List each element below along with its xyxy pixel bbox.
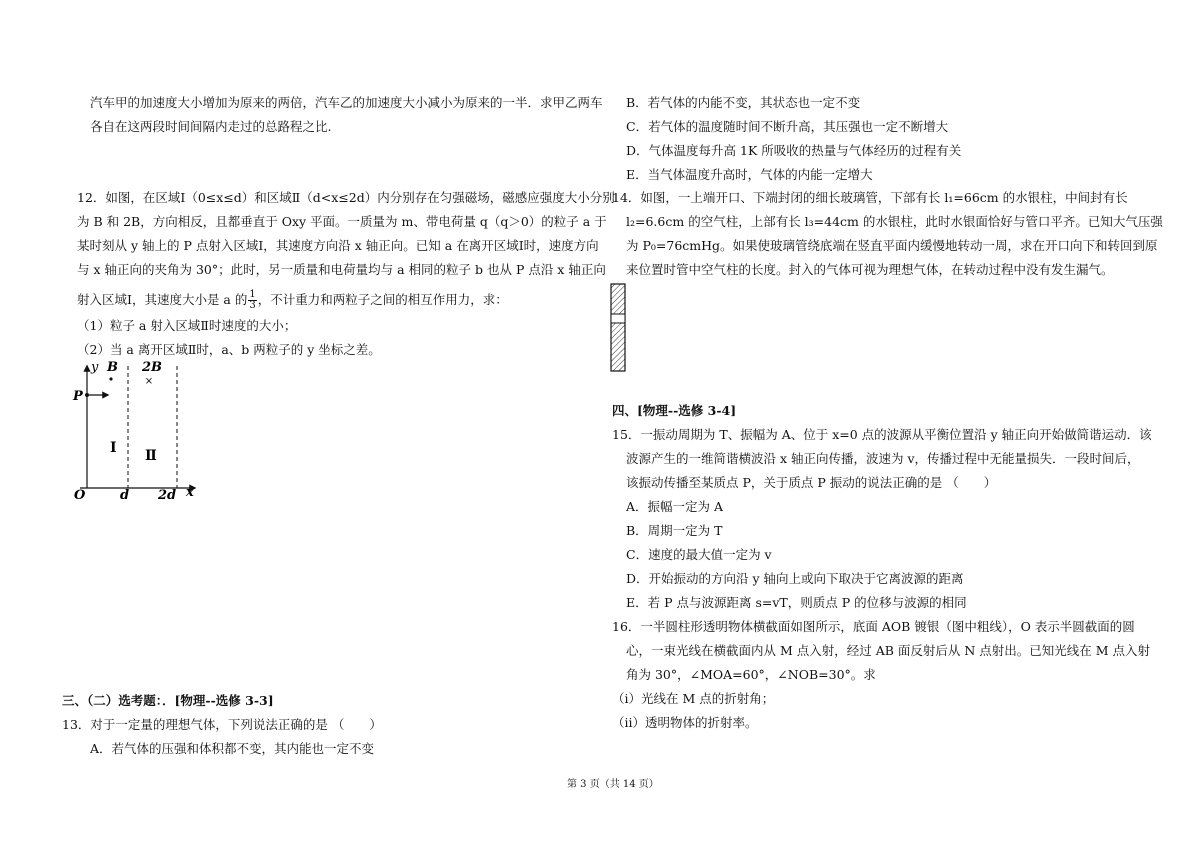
label-x: x [186, 485, 194, 500]
q15-option-c: C．速度的最大值一定为 v [626, 547, 772, 562]
q12-sub-1: （1）粒子 a 射入区域Ⅱ时速度的大小； [77, 318, 297, 333]
q15-line-3: 该振动传播至某质点 P，关于质点 P 振动的说法正确的是 （ ） [626, 475, 997, 490]
q15-line-2: 波源产生的一维简谐横波沿 x 轴正向传播，波速为 v，传播过程中无能量损失．一段时间后， [626, 451, 1140, 466]
fraction-denominator: 3 [249, 300, 256, 311]
q13-option-b: B．若气体的内能不变，其状态也一定不变 [626, 95, 861, 110]
q14-line-3: 为 P₀=76cmHg。如果使玻璃管绕底端在竖直平面内缓慢地转动一周，求在开口向下和转回到原 [626, 238, 1158, 253]
label-2d: 2d [158, 488, 177, 503]
q15-option-b: B．周期一定为 T [626, 523, 723, 538]
glass-tube-figure [610, 283, 628, 373]
q14-line-4: 来位置时管中空气柱的长度。封入的气体可视为理想气体，在转动过程中没有发生漏气。 [626, 262, 1114, 277]
q12-line-3: 某时刻从 y 轴上的 P 点射入区域Ⅰ，其速度方向沿 x 轴正向。已知 a 在离开区域Ⅰ时，速度方向 [77, 238, 599, 253]
label-d: d [120, 488, 130, 503]
lower-mercury-column [611, 323, 625, 371]
q12-line-4: 与 x 轴正向的夹角为 30°；此时，另一质量和电荷量均与 a 相同的粒子 b 也从 P 点沿 x 轴正向 [77, 262, 606, 277]
q11-continuation-line-2: 各自在这两段时间间隔内走过的总路程之比. [90, 119, 332, 134]
q16-sub-2: （ii）透明物体的折射率。 [612, 715, 758, 730]
label-b: B [107, 360, 118, 375]
section-3-heading: 三、（二）选考题：．[物理--选修 3-3] [62, 693, 274, 708]
magnetic-field-figure [70, 360, 210, 505]
air-column [611, 314, 625, 323]
page-footer: 第 3 页（共 14 页） [567, 779, 659, 790]
q11-continuation-line-1: 汽车甲的加速度大小增加为原来的两倍，汽车乙的加速度大小减小为原来的一半．求甲乙两车 [90, 95, 603, 110]
q12-line-5-b: ，不计重力和两粒子之间的相互作用力，求： [257, 292, 508, 307]
label-y: y [91, 360, 99, 375]
q16-line-2: 心，一束光线在横截面内从 M 点入射，经过 AB 面反射后从 N 点射出。已知光线在 M 点入射 [626, 643, 1151, 658]
label-2b: 2B [142, 360, 163, 375]
q15-option-e: E．若 P 点与波源距离 s=vT，则质点 P 的位移与波源的相同 [626, 595, 967, 610]
section-4-heading: 四、[物理--选修 3-4] [612, 403, 737, 418]
fraction-one-third [248, 290, 256, 311]
label-region-2: Ⅱ [145, 448, 157, 464]
q12-line-2: 为 B 和 2B，方向相反，且都垂直于 Oxy 平面。一质量为 m、带电荷量 q（q＞0）的粒子 a 于 [77, 214, 607, 229]
q13-option-a: A．若气体的压强和体积都不变，其内能也一定不变 [90, 741, 375, 756]
label-origin: O [74, 488, 86, 503]
q13-option-c: C．若气体的温度随时间不断升高，其压强也一定不断增大 [626, 119, 949, 134]
q15-option-d: D．开始振动的方向沿 y 轴向上或向下取决于它离波源的距离 [626, 571, 964, 586]
q16-line-1: 16．一半圆柱形透明物体横截面如图所示，底面 AOB 镀银（图中粗线），O 表示半圆截面的圆 [612, 619, 1135, 634]
q16-sub-1: （i）光线在 M 点的折射角； [612, 691, 775, 706]
q16-line-3: 角为 30°，∠MOA=60°，∠NOB=30°。求 [626, 667, 876, 682]
q12-line-1: 12．如图，在区域Ⅰ（0≤x≤d）和区域Ⅱ（d<x≤2d）内分别存在匀强磁场，磁感应强度大小分别 [77, 190, 615, 205]
upper-mercury-column [611, 284, 625, 314]
q13-stem: 13．对于一定量的理想气体，下列说法正确的是 （ ） [62, 717, 382, 732]
q13-option-e: E．当气体温度升高时，气体的内能一定增大 [626, 167, 873, 182]
label-p: P [73, 389, 83, 404]
label-region-1: Ⅰ [110, 440, 117, 456]
q12-sub-2: （2）当 a 离开区域Ⅱ时，a、b 两粒子的 y 坐标之差。 [77, 342, 381, 357]
field-out-dot [109, 377, 112, 380]
q13-option-d: D．气体温度每升高 1K 所吸收的热量与气体经历的过程有关 [626, 143, 962, 158]
q14-line-2: l₂=6.6cm 的空气柱，上部有长 l₃=44cm 的水银柱，此时水银面恰好与管口平齐。已知大气压强 [626, 214, 1163, 229]
q15-line-1: 15．一振动周期为 T、振幅为 A、位于 x=0 点的波源从平衡位置沿 y 轴正向开始做简谐运动．该 [612, 427, 1152, 442]
q14-line-1: 14．如图，一上端开口、下端封闭的细长玻璃管，下部有长 l₁=66cm 的水银柱，中间封有长 [612, 190, 1128, 205]
fraction-numerator: 1 [249, 289, 256, 300]
q12-line-5 [77, 290, 508, 311]
q12-line-5-a: 射入区域Ⅰ，其速度大小是 a 的 [77, 292, 248, 307]
q15-option-a: A．振幅一定为 A [626, 499, 724, 514]
field-in-cross: × [144, 376, 154, 387]
